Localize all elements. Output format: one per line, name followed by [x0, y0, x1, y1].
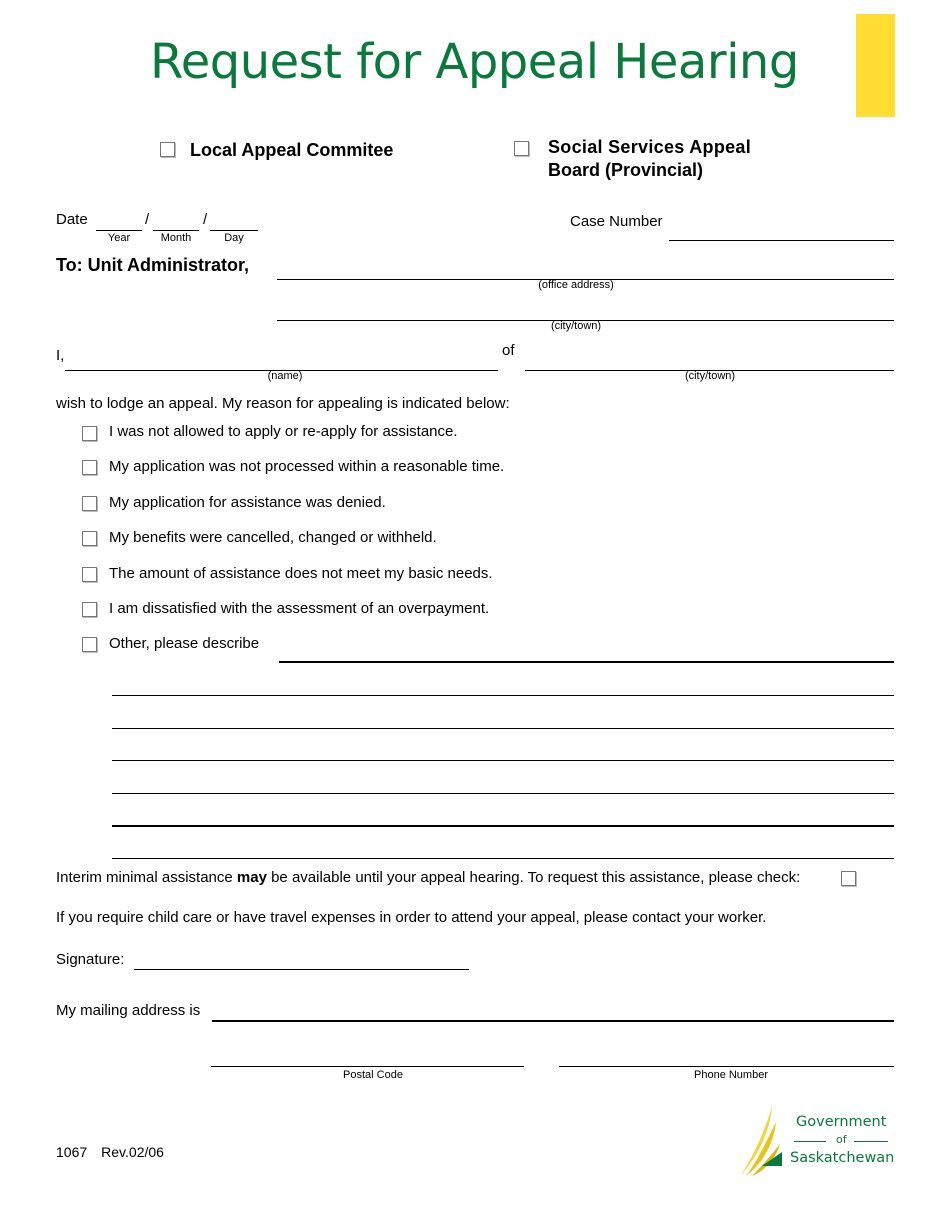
interim-assistance-text: Interim minimal assistance may be available until your appeal hearing. To request this assistance, please check: — [56, 869, 801, 886]
other-description-line[interactable] — [112, 728, 894, 729]
reason-checkbox[interactable] — [82, 567, 97, 582]
reasons-intro: wish to lodge an appeal. My reason for appealing is indicated below: — [56, 395, 510, 412]
logo-rule-left — [794, 1141, 826, 1142]
reason-checkbox[interactable] — [82, 496, 97, 511]
reason-label-other: Other, please describe — [109, 635, 260, 652]
form-number: 1067 Rev.02/06 — [56, 1144, 164, 1160]
mailing-address-label: My mailing address is — [56, 1002, 201, 1019]
phone-number-caption: Phone Number — [694, 1069, 768, 1081]
mailing-address-field[interactable] — [212, 1020, 894, 1022]
office-city-town-caption: (city/town) — [550, 320, 602, 332]
other-description-line[interactable] — [112, 793, 894, 794]
reason-label: The amount of assistance does not meet my basic needs. — [109, 565, 493, 582]
year-caption: Year — [107, 232, 131, 244]
date-year-field[interactable] — [96, 230, 142, 231]
other-description-line[interactable] — [112, 695, 894, 696]
applicant-city-town-caption: (city/town) — [684, 370, 736, 382]
childcare-text: If you require child care or have travel expenses in order to attend your appeal, please contact your worker. — [56, 909, 767, 926]
signature-field[interactable] — [134, 969, 469, 970]
other-description-line[interactable] — [279, 661, 894, 663]
date-label: Date — [56, 211, 88, 228]
other-description-line[interactable] — [112, 858, 894, 859]
reason-checkbox[interactable] — [82, 531, 97, 546]
provincial-board-checkbox[interactable] — [514, 141, 529, 156]
page-title: Request for Appeal Hearing — [150, 34, 799, 90]
date-day-field[interactable] — [210, 230, 258, 231]
logo-rule-right — [854, 1141, 888, 1142]
date-month-field[interactable] — [153, 230, 199, 231]
logo-text-saskatchewan: Saskatchewan — [790, 1150, 895, 1166]
to-unit-administrator-label: To: Unit Administrator, — [56, 255, 249, 275]
local-appeal-checkbox[interactable] — [160, 142, 175, 157]
date-separator: / — [145, 211, 150, 228]
day-caption: Day — [224, 232, 244, 244]
reason-checkbox[interactable] — [82, 426, 97, 441]
of-label: of — [502, 342, 515, 359]
logo-text-of: of — [836, 1133, 847, 1146]
signature-label: Signature: — [56, 951, 125, 968]
case-number-label: Case Number — [570, 213, 663, 230]
reason-label: My application for assistance was denied. — [109, 494, 386, 511]
date-separator: / — [203, 211, 208, 228]
logo-text-government: Government — [796, 1114, 887, 1130]
phone-number-field[interactable] — [559, 1066, 894, 1067]
postal-code-caption: Postal Code — [343, 1069, 403, 1081]
name-caption: (name) — [267, 370, 303, 382]
interim-assistance-checkbox[interactable] — [841, 871, 856, 886]
reason-checkbox[interactable] — [82, 602, 97, 617]
reason-label: My benefits were cancelled, changed or withheld. — [109, 529, 437, 546]
reason-checkbox[interactable] — [82, 460, 97, 475]
wheat-sheaf-icon — [736, 1104, 792, 1180]
case-number-field[interactable] — [669, 240, 894, 241]
reason-label: I am dissatisfied with the assessment of an overpayment. — [109, 600, 490, 617]
reason-label: I was not allowed to apply or re-apply for assistance. — [109, 423, 458, 440]
provincial-board-label-line2: Board (Provincial) — [548, 160, 704, 180]
other-description-line[interactable] — [112, 825, 894, 827]
other-description-line[interactable] — [112, 760, 894, 761]
office-address-caption: (office address) — [538, 279, 614, 291]
yellow-accent-bar — [856, 14, 895, 117]
postal-code-field[interactable] — [211, 1066, 524, 1067]
government-of-saskatchewan-logo — [736, 1104, 896, 1180]
month-caption: Month — [160, 232, 192, 244]
local-appeal-label: Local Appeal Commitee — [190, 140, 394, 160]
i-label: I, — [56, 347, 65, 364]
provincial-board-label-line1: Social Services Appeal — [548, 137, 752, 157]
reason-checkbox-other[interactable] — [82, 637, 97, 652]
reason-label: My application was not processed within a reasonable time. — [109, 458, 505, 475]
